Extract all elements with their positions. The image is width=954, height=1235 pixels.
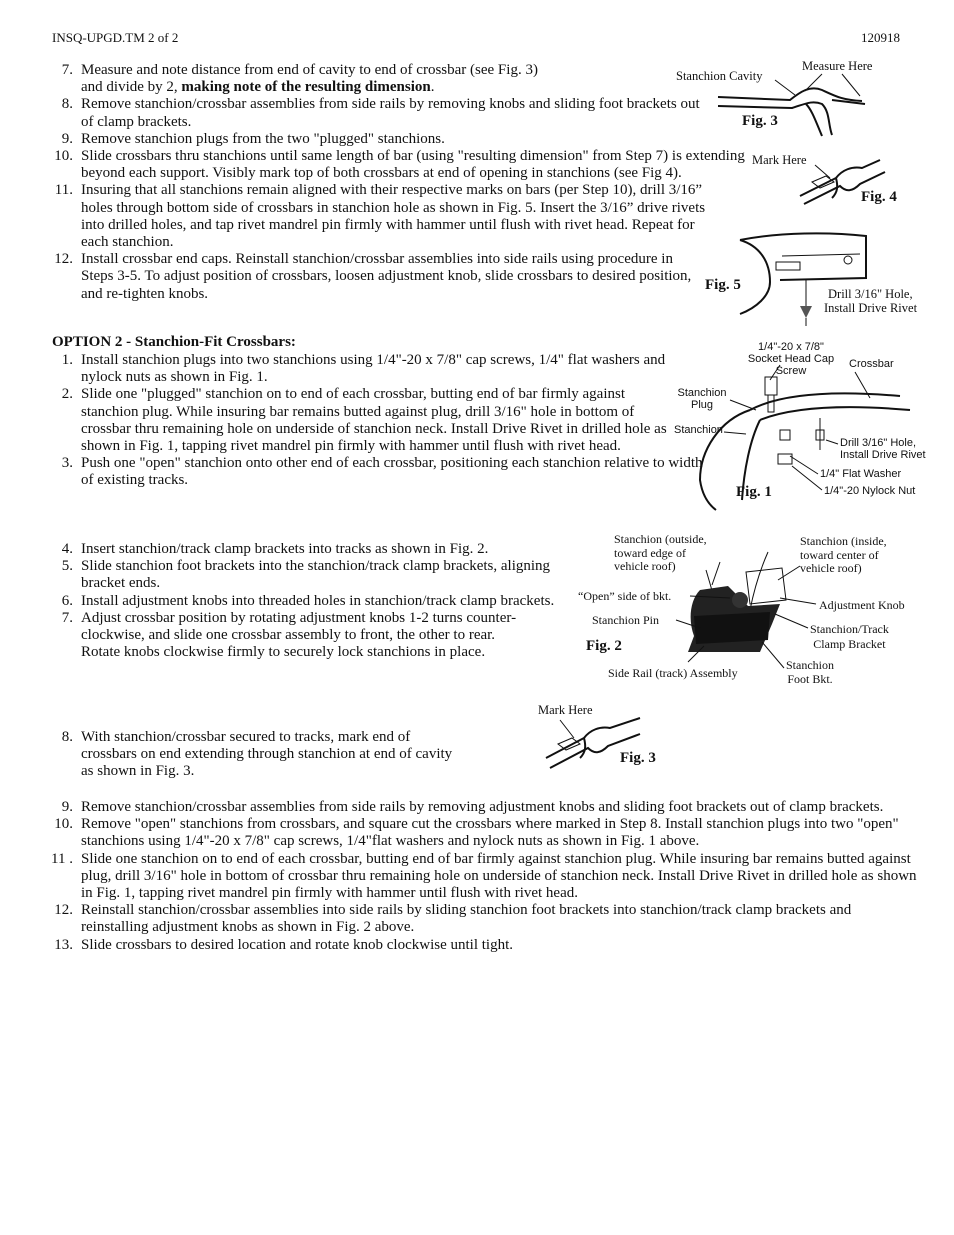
fig1-callout: Stanchion	[674, 424, 723, 436]
step-text: Adjust crossbar position by rotating adjustment knobs 1-2 turns counter-clockwise, and slide one crossbar assembly to front, the other to rear. Rotate knobs clockwise firmly to securely lock stanchions in place.	[81, 609, 517, 661]
fig3-bottom-label: Fig. 3	[620, 750, 656, 766]
fig2-callout: Adjustment Knob	[819, 598, 905, 612]
option2-steps-c	[51, 799, 926, 954]
step-text: Slide one "plugged" stanchion on to end of each crossbar, butting end of bar firmly against stanchion plug. While insuring bar remains butted against plug, drill 3/16" hole in bottom of crossbar thru remaining hole on underside of stanchion neck. Install Drive Rivet in drilled hole as shown in Fig. 1, tapping rivet mandrel pin firmly with hammer until flush with rivet head.	[81, 386, 667, 455]
fig1-callout	[677, 387, 727, 411]
fig2-label: Fig. 2	[586, 638, 622, 654]
fig4-label: Fig. 4	[861, 189, 897, 205]
list-item	[51, 541, 571, 558]
fig3-label: Fig. 3	[742, 113, 778, 129]
step-text: Measure and note distance from end of cavity to end of crossbar (see Fig. 3)	[81, 62, 538, 78]
step-number: 11.	[54, 182, 73, 199]
fig5-callout: Drill 3/16" Hole,	[828, 287, 913, 301]
list-item	[51, 455, 706, 489]
step-number: 10.	[54, 816, 73, 833]
step-text: Install stanchion plugs into two stanchions using 1/4"-20 x 7/8" cap screws, 1/4" flat washers and nylock nuts as shown in Fig. 1.	[81, 352, 666, 386]
fig5-callout: Install Drive Rivet	[824, 301, 918, 315]
fig3-callout: Stanchion Cavity	[676, 69, 763, 83]
fig2-callout: Stanchion Pin	[592, 613, 660, 627]
step-number: 12.	[54, 902, 73, 919]
fig1-callout-line: 1/4"-20 x 7/8"	[758, 341, 824, 353]
step-text: With stanchion/crossbar secured to tracks, mark end of crossbars on end extending through stanchion at end of cavity as shown in Fig. 3.	[81, 729, 453, 780]
list-item	[51, 182, 721, 251]
fig3-callout: Measure Here	[802, 59, 873, 73]
fig2-callout	[800, 535, 887, 576]
fig1-callout-line: Socket Head Cap Screw	[747, 353, 835, 377]
step-number: 10.	[54, 148, 73, 165]
step-number: 13.	[54, 936, 73, 953]
fig1-callout	[840, 437, 926, 461]
step-text: Insert stanchion/track clamp brackets into tracks as shown in Fig. 2.	[81, 541, 489, 557]
step-number: 1.	[61, 352, 73, 368]
step-number: 11 .	[51, 850, 73, 867]
fig2-callout	[786, 658, 834, 686]
step-number: 5.	[61, 558, 73, 575]
fig1-callout-line: Install Drive Rivet	[840, 449, 926, 461]
fig2-callout	[810, 622, 889, 652]
step-number: 9.	[61, 130, 73, 147]
step-number: 6.	[61, 592, 73, 609]
step-text: Remove stanchion plugs from the two "plugged" stanchions.	[81, 130, 445, 147]
step-number: 9.	[61, 799, 73, 815]
fig2-callout-line: Foot Bkt.	[787, 672, 833, 686]
step-text: Remove "open" stanchions from crossbars, and square cut the crossbars where marked in Step 8. Install stanchion plugs into two "open" stanchions using 1/4"-20 x 7/8" cap screws, 1/4"flat washers and nylock nuts as shown in Fig. 1 above.	[81, 816, 899, 850]
step-number: 12.	[54, 251, 73, 268]
list-item	[51, 352, 671, 386]
option1-steps	[51, 62, 745, 303]
step-number: 3.	[61, 455, 73, 472]
fig4-callout: Mark Here	[752, 153, 807, 167]
step-text: Remove stanchion/crossbar assemblies from side rails by removing adjustment knobs and sliding foot brackets out of clamp brackets.	[81, 799, 884, 815]
step-text: Slide stanchion foot brackets into the stanchion/track clamp brackets, aligning bracket ends.	[81, 558, 551, 592]
list-item	[51, 937, 926, 954]
step-number: 8.	[61, 96, 73, 113]
step-text: Push one "open" stanchion onto other end of each crossbar, positioning each stanchion relative to width of existing tracks.	[81, 455, 703, 489]
step-text: Insuring that all stanchions remain aligned with their respective marks on bars (per Step 10), drill 3/16” holes through bottom side of crossbars in stanchion hole as shown in Fig. 5. Insert the 3/16” drive rivets into drilled holes, and tap rivet mandrel pin firmly with hammer until flush with rivet head. Repeat for each stanchion.	[81, 182, 706, 251]
section-title: OPTION 2 - Stanchion-Fit Crossbars:	[52, 334, 296, 350]
fig1-callout-line: Stanchion	[677, 387, 727, 399]
fig1-label: Fig. 1	[736, 484, 772, 500]
fig2-callout-line: Stanchion	[786, 658, 834, 672]
fig2-callout-line: toward edge of	[614, 545, 686, 560]
fig2-callout-line: toward center of	[800, 547, 879, 562]
fig2-callout-line: Clamp Bracket	[813, 637, 886, 651]
fig5-label: Fig. 5	[705, 277, 741, 293]
list-item	[51, 799, 901, 816]
fig1-callout: Crossbar	[849, 358, 894, 370]
step-text: Slide crossbars to desired location and rotate knob clockwise until tight.	[81, 936, 513, 953]
fig3-bottom-callout: Mark Here	[538, 703, 593, 717]
list-item	[51, 62, 741, 96]
list-item	[51, 593, 561, 610]
step-text: Install crossbar end caps. Reinstall stanchion/crossbar assemblies into side rails using procedure in Steps 3-5. To adjust position of crossbars, loosen adjustment knob, slide crossbars to desired position, and re-tighten knobs.	[81, 251, 692, 302]
list-item	[51, 558, 561, 592]
list-item	[51, 902, 881, 936]
fig2-callout-line: vehicle roof)	[800, 561, 862, 575]
list-item	[51, 610, 526, 662]
option2-steps-b	[51, 541, 571, 661]
fig2-callout-line: Stanchion (inside,	[800, 534, 887, 548]
step-number: 2.	[61, 386, 73, 403]
fig2-callout: Side Rail (track) Assembly	[608, 666, 738, 680]
list-item	[51, 131, 741, 148]
step-text: .	[430, 79, 435, 96]
step-number: 4.	[61, 541, 73, 557]
step-number: 7.	[61, 62, 73, 78]
step-text: Reinstall stanchion/crossbar assemblies into side rails by sliding stanchion foot brackets into stanchion/track clamp brackets and reinstalling adjustment knobs as shown in Fig. 2 above.	[81, 902, 852, 936]
step-number: 8.	[61, 729, 73, 745]
list-item	[51, 96, 701, 130]
list-item	[51, 851, 923, 903]
list-item	[51, 386, 681, 455]
fig1-callout-line: Drill 3/16" Hole,	[840, 437, 917, 449]
fig1-callout: 1/4" Flat Washer	[820, 468, 902, 480]
step-text: Slide one stanchion on to end of each crossbar, butting end of bar firmly against stanchion plug. While insuring bar remains butted against plug, drill 3/16" hole in bottom of crossbar thru remaining hole on underside of stanchion neck. Install Drive Rivet in drilled hole as shown in Fig. 1, tapping rivet mandrel pin firmly with hammer until flush with rivet head.	[81, 850, 917, 902]
step-text: and divide by 2,	[81, 79, 182, 96]
list-item	[51, 148, 746, 182]
fig2-callout: “Open” side of bkt.	[578, 589, 672, 603]
fig2-callout	[614, 533, 707, 574]
fig1-callout: 1/4"-20 Nylock Nut	[824, 485, 916, 497]
document-code: 120918	[861, 30, 900, 45]
step-number: 7.	[61, 609, 73, 626]
fig2-callout-line: vehicle roof)	[614, 559, 676, 573]
document-id: INSQ-UPGD.TM 2 of 2	[52, 30, 179, 45]
list-item	[51, 816, 911, 850]
fig2-callout-line: Stanchion/Track	[810, 622, 889, 636]
option2-step8	[51, 729, 471, 781]
step-text: Install adjustment knobs into threaded holes in stanchion/track clamp brackets.	[81, 592, 555, 609]
list-item	[51, 729, 461, 781]
step-text: Slide crossbars thru stanchions until same length of bar (using "resulting dimension" from Step 7) is extending beyond each support. Visibly mark top of both crossbars at end of opening in stanchions (see Fig 4).	[81, 148, 745, 182]
list-item	[51, 251, 706, 303]
fig1-callout	[736, 341, 846, 377]
option2-steps-a	[51, 352, 703, 490]
fig1-callout-line: Plug	[690, 399, 714, 411]
fig2-callout-line: Stanchion (outside,	[614, 532, 707, 546]
step-text: Remove stanchion/crossbar assemblies from side rails by removing knobs and sliding foot brackets out of clamp brackets.	[81, 96, 700, 130]
step-emphasis: making note of the resulting dimension	[181, 79, 431, 96]
